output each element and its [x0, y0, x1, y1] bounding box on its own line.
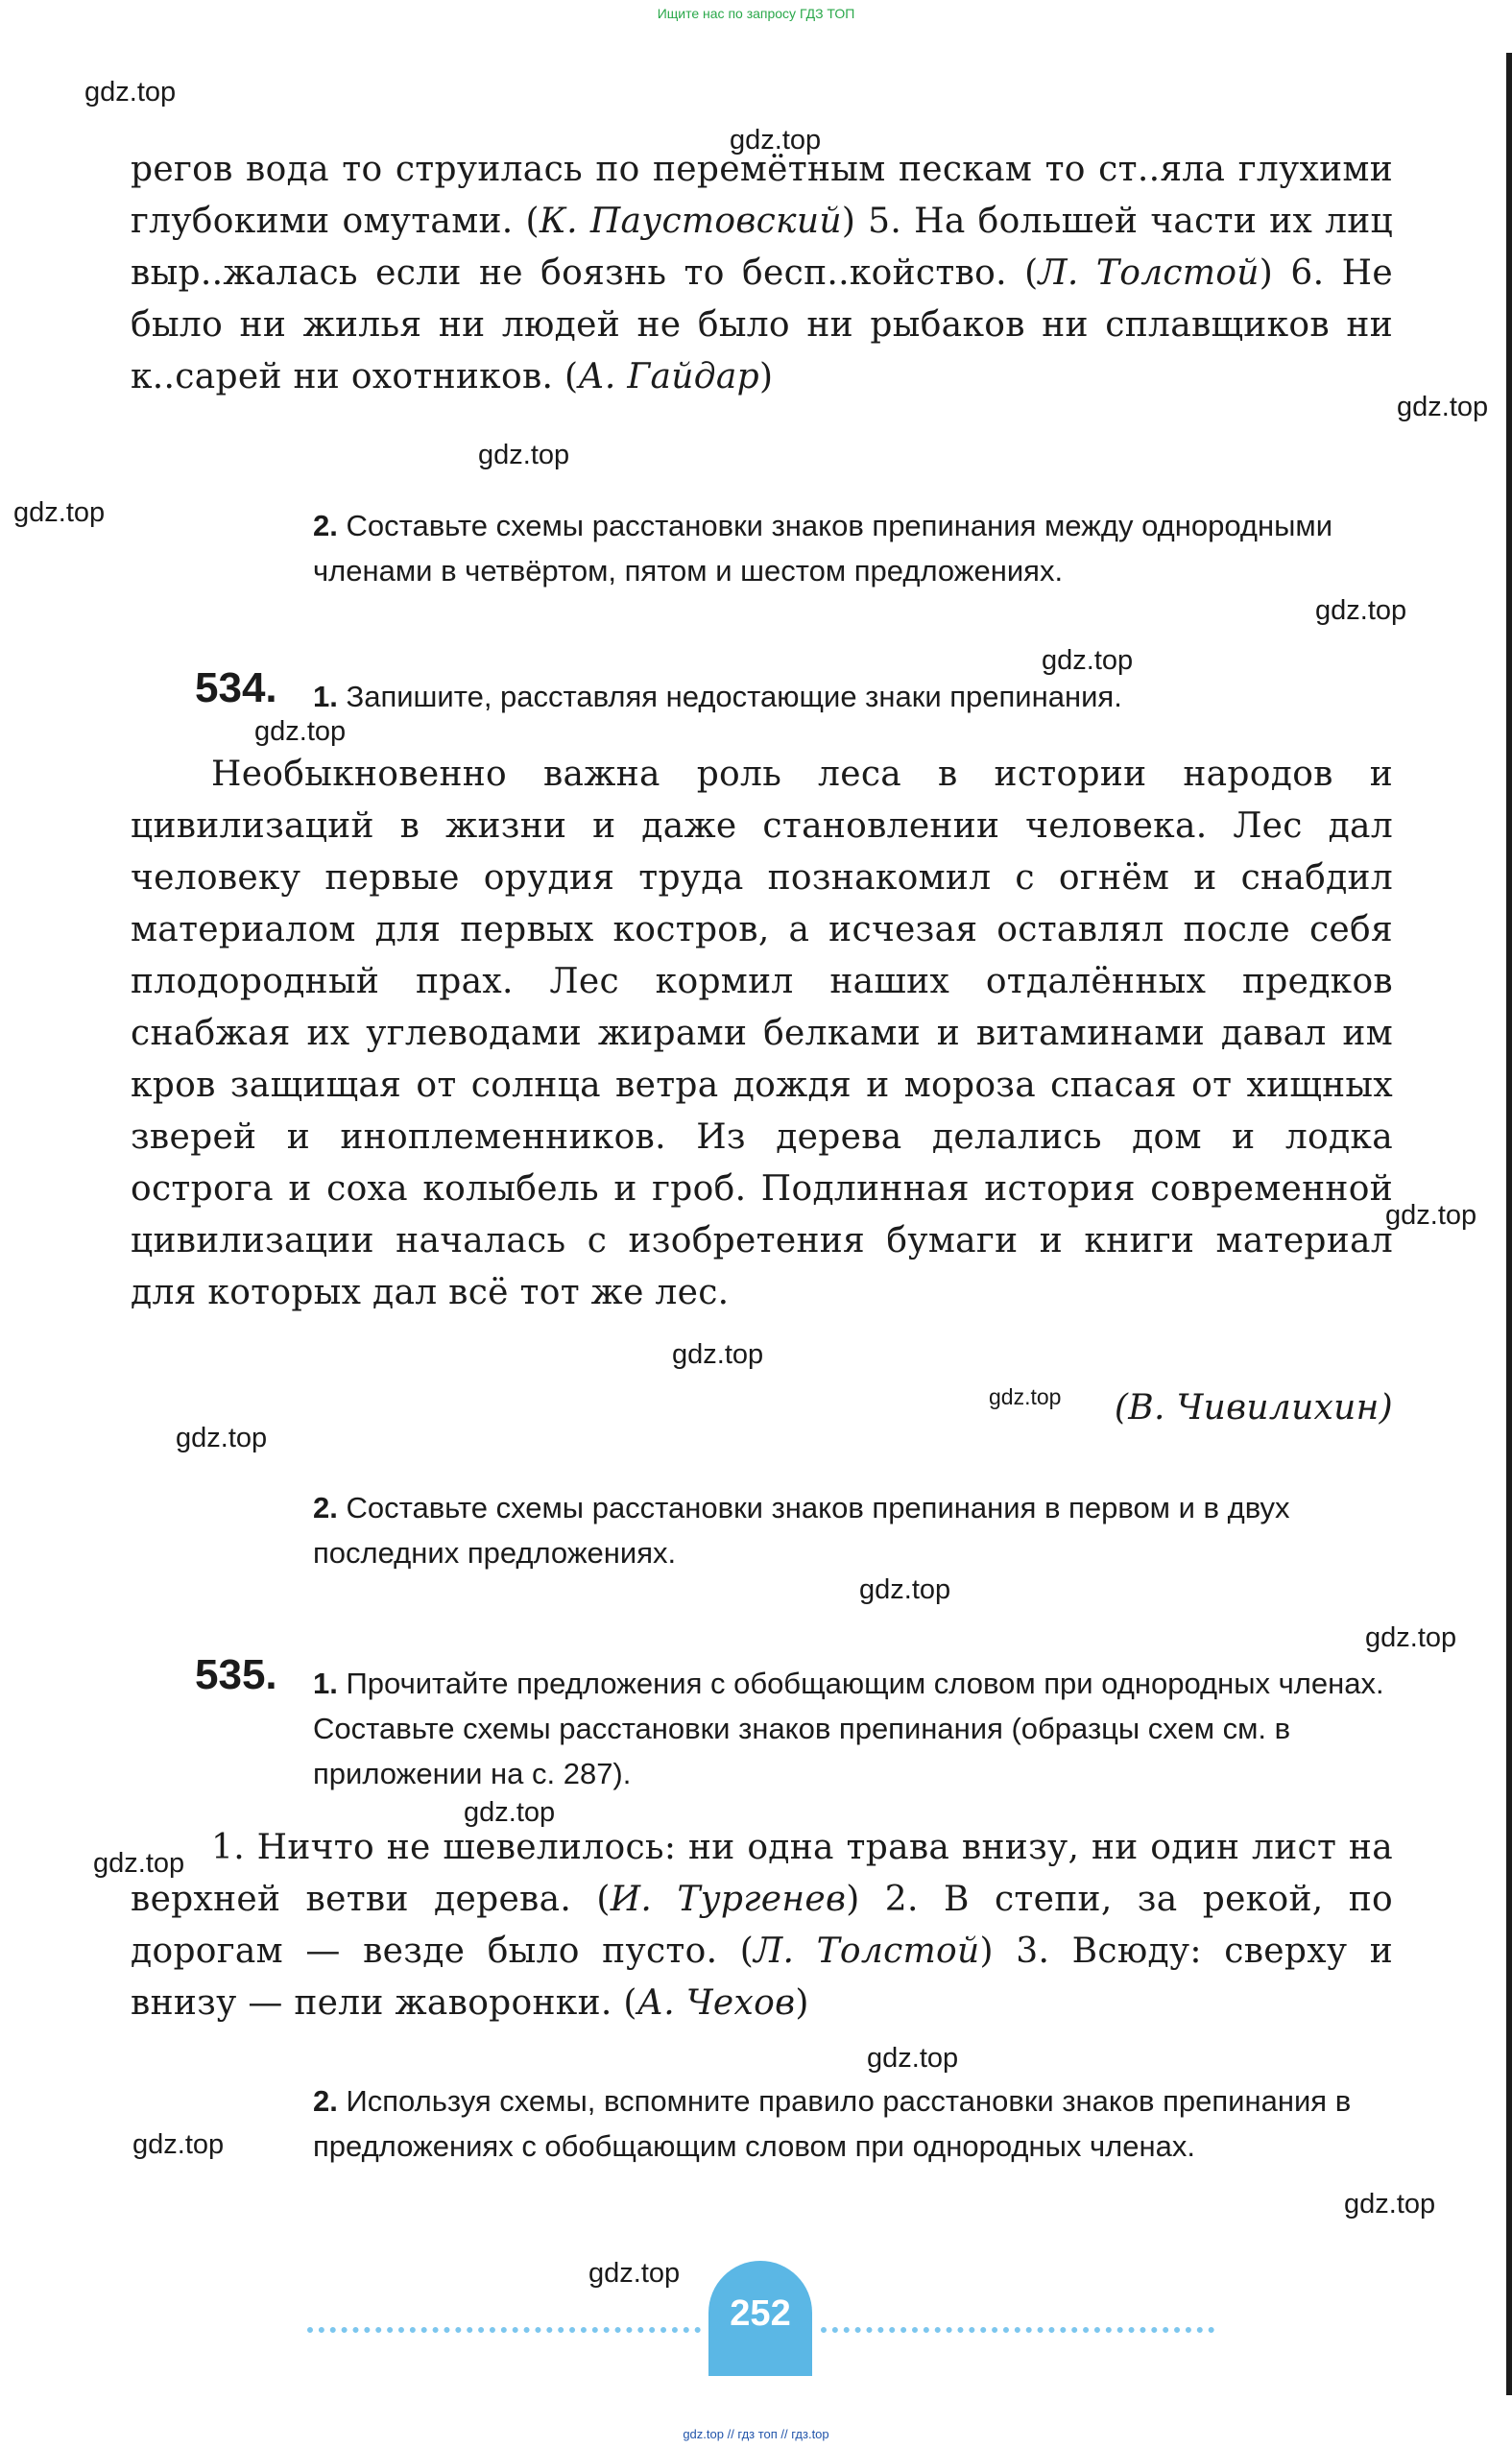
exercise-534-number: 534.: [195, 664, 277, 711]
watermark: gdz.top: [254, 716, 347, 747]
watermark: gdz.top: [478, 440, 570, 470]
watermark: gdz.top: [84, 77, 177, 108]
task-number: 2.: [313, 509, 338, 542]
watermark: gdz.top: [1365, 1622, 1457, 1653]
task-text: Запишите, расставляя недостающие знаки препинания.: [346, 680, 1122, 713]
task-number: 2.: [313, 2084, 338, 2118]
top-banner: Ищите нас по запросу ГДЗ ТОП: [657, 6, 855, 21]
watermark: gdz.top: [1385, 1200, 1477, 1231]
watermark: gdz.top: [672, 1339, 764, 1370]
watermark: gdz.top: [176, 1423, 268, 1453]
footer: gdz.top // гдз топ // гдз.top: [683, 2427, 829, 2441]
watermark: gdz.top: [1397, 392, 1489, 422]
page-edge: [1506, 53, 1512, 2395]
exercise-535-number: 535.: [195, 1651, 277, 1698]
exercise-534-author: (В. Чивилихин): [1114, 1388, 1393, 1428]
dotted-rule-right: [821, 2327, 1214, 2333]
task-text: Составьте схемы расстановки знаков препинания между однородными членами в четвёртом, пятом и шестом предложениях.: [313, 509, 1333, 588]
exercise-535-task-2: [313, 2078, 1393, 2169]
watermark: gdz.top: [132, 2129, 225, 2160]
task-number: 1.: [313, 1667, 338, 1700]
exercise-535-task-1: [313, 1661, 1393, 1796]
exercise-535-text: 1. Ничто не шевелилось: ни одна трава внизу, ни один лист на верхней ветви дерева. (И. Тургенев) 2. В степи, за рекой, по дорогам — везде было пусто. (Л. Толстой) 3. Всюду: сверху и внизу — пели жаворонки. (А. Чехов): [131, 1828, 1394, 2023]
watermark: gdz.top: [1315, 595, 1407, 626]
watermark: gdz.top: [867, 2043, 959, 2074]
watermark: gdz.top: [989, 1384, 1062, 1409]
exercise-533-text: регов вода то струилась по перемётным пескам то ст..яла глухими глубокими омутами. (К. Паустовский) 5. На большей части их лиц выр..жалась если не боязнь то бесп..койство. (Л. Толстой) 6. Не было ни жилья ни людей не было ни рыбаков ни сплавщиков ни к..сарей ни охотников. (А. Гайдар): [131, 150, 1393, 396]
task-text: Составьте схемы расстановки знаков препинания в первом и в двух последних предложениях.: [313, 1491, 1290, 1570]
watermark: gdz.top: [93, 1848, 185, 1879]
exercise-534-task-2: [313, 1485, 1393, 1575]
watermark: gdz.top: [13, 497, 106, 528]
watermark: gdz.top: [588, 2258, 681, 2289]
task-number: 1.: [313, 680, 338, 713]
exercise-534-text: Необыкновенно важна роль леса в истории народов и цивилизаций в жизни и даже становлении человека. Лес дал человеку первые орудия труда познакомил с огнём и снабдил материалом для первых костров, а исчезая оставлял после себя плодородный прах. Лес кормил наших отдалённых предков снабжая их углеводами жирами белками и витаминами давал им кров защищая от солнца ветра дождя и мороза спасая от хищных зверей и иноплеменников. Из дерева делались дом и лодка острога и соха колыбель и гроб. Подлинная история современной цивилизации началась с изобретения бумаги и книги материал для которых дал всё тот же лес.: [131, 755, 1393, 1312]
watermark: gdz.top: [1344, 2189, 1436, 2220]
task-text: Прочитайте предложения с обобщающим словом при однородных членах. Составьте схемы расстановки знаков препинания (образцы схем см. в приложении на с. 287).: [313, 1667, 1384, 1790]
watermark: gdz.top: [1042, 645, 1134, 676]
page-number: 252: [708, 2261, 812, 2376]
exercise-533-task-2: [313, 503, 1393, 593]
task-text: Используя схемы, вспомните правило расстановки знаков препинания в предложениях с обобщающим словом при однородных членах.: [313, 2084, 1352, 2163]
task-number: 2.: [313, 1491, 338, 1524]
watermark: gdz.top: [859, 1574, 951, 1605]
watermark: gdz.top: [730, 125, 822, 156]
dotted-rule-left: [307, 2327, 701, 2333]
exercise-534-task-1: [313, 674, 1393, 719]
watermark: gdz.top: [464, 1797, 556, 1828]
